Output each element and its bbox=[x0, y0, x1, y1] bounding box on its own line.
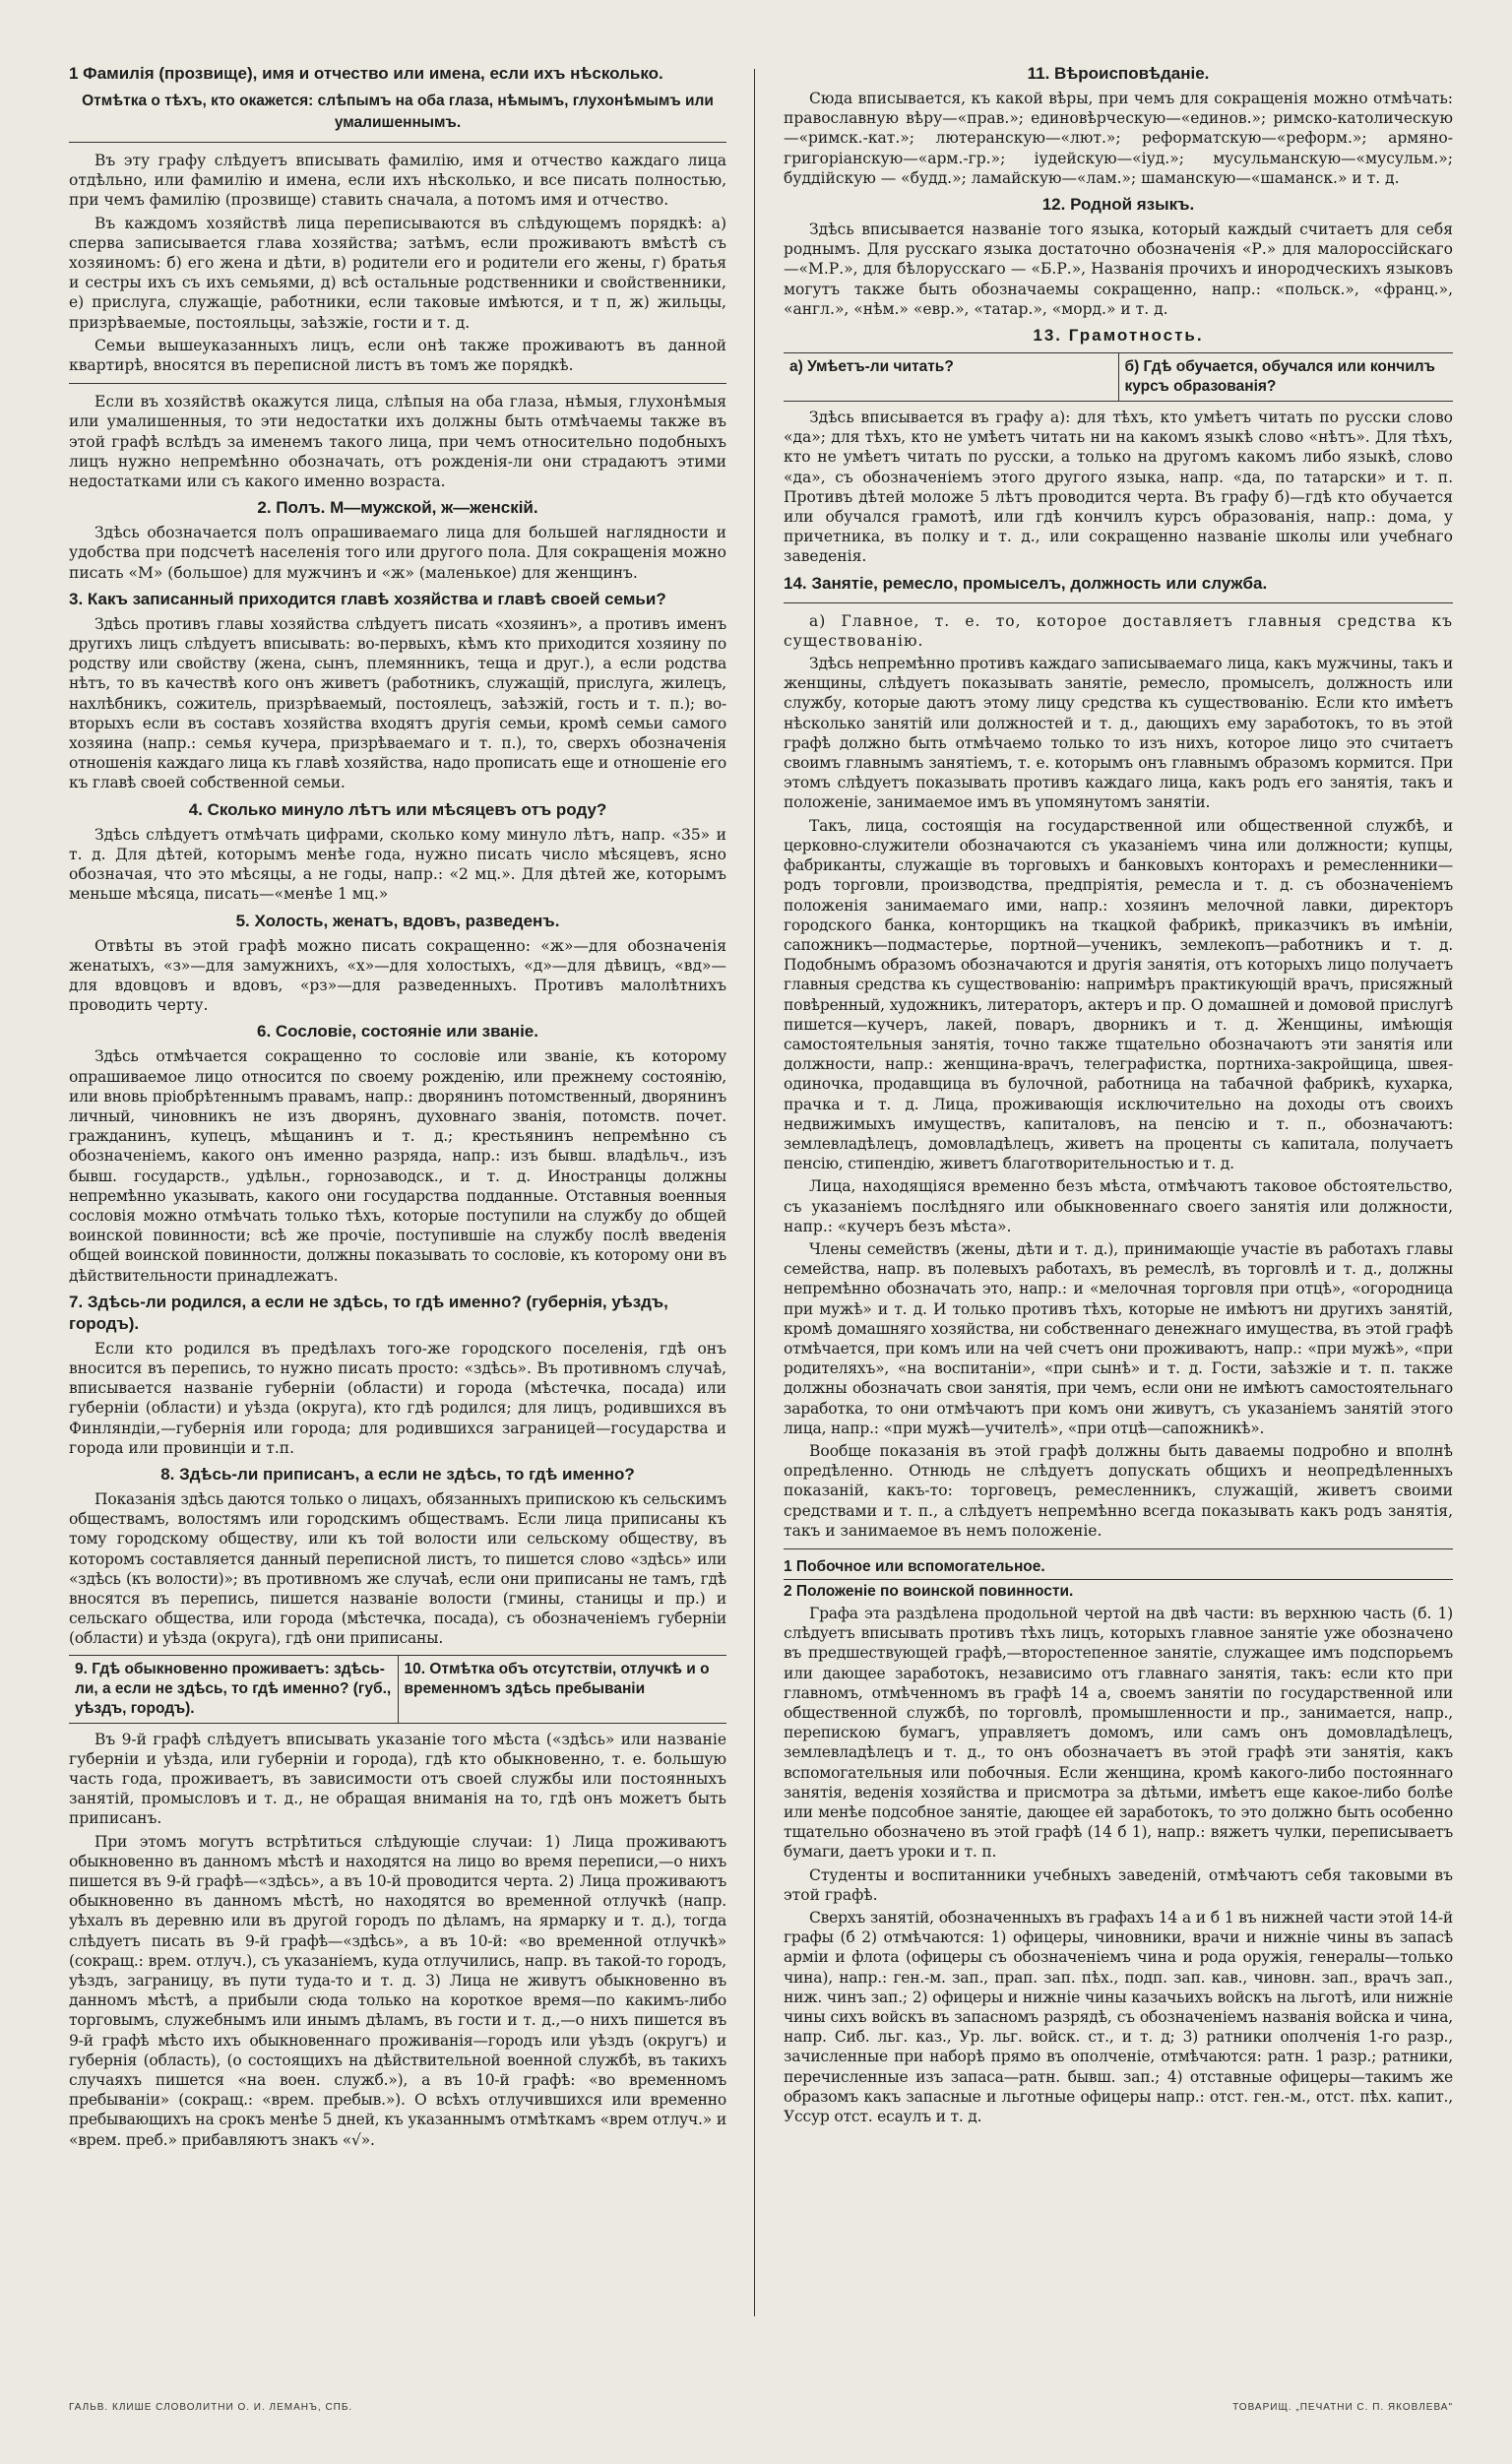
paragraph: Здѣсь противъ главы хозяйства слѣдуетъ писать «хозяинъ», а противъ именъ другихъ лицъ слѣдуетъ вписывать: во-первыхъ, кѣмъ кто приходится хозяину по родству или свойству (жена, сынъ, племянникъ, теща и друг.), а если родства нѣтъ, то въ качествѣ кого онъ живетъ (работникъ, служащій, прислуга, жилецъ, нахлѣбникъ, сожитель, призрѣваемый, постоялецъ, заѣзжій, гость и т. п.); во-вторыхъ если въ составъ хозяйства входятъ другія семьи, кромѣ семьи самого хозяина (напр.: семья кучера, призрѣваемаго и т. п.), то, сверхъ обозначенія отношенія каждаго лица къ главѣ хозяйства, надо прописать еще и отношеніе его къ главѣ своей собственной семьи. bbox=[69, 614, 726, 792]
paragraph: Члены семействъ (жены, дѣти и т. д.), принимающіе участіе въ работахъ главы семейства, напр. въ полевыхъ работахъ, въ ремеслѣ, въ торговлѣ и т. д., должны непремѣнно обозначать это, напр.: и «мелочная торговля при отцѣ», «огородница при мужѣ» и т. д. И только противъ тѣхъ, которые не имѣютъ ни другихъ занятій, кромѣ домашняго хозяйства, ни собственнаго денежнаго имущества, въ этой графѣ отмѣчается, при комъ или на чей счетъ они проживаютъ, напр.: «при мужѣ», «при родителяхъ», «на воспитаніи», «при сынѣ» и т. д. Гости, заѣзжіе и т. п. также должны обозначать свои занятія, при чемъ, если они не имѣютъ самостоятельнаго заработка, то они отмѣчаютъ при комъ они живутъ, съ указаніемъ занятій этого лица, напр.: «при мужѣ—учителѣ», «при отцѣ—сапожникѣ». bbox=[784, 1239, 1453, 1437]
left-column bbox=[69, 57, 726, 2326]
paragraph: Лица, находящіяся временно безъ мѣста, отмѣчаютъ таковое обстоятельство, съ указаніемъ послѣдняго или обыкновеннаго своего занятія или должности, напр.: «кучеръ безъ мѣста». bbox=[784, 1177, 1453, 1235]
printer-credit-left: ГАЛЬВ. КЛИШЕ СЛОВОЛИТНИ О. И. ЛЕМАНЪ, СПБ. bbox=[69, 2402, 353, 2413]
paragraph: Если въ хозяйствѣ окажутся лица, слѣпыя на оба глаза, нѣмыя, глухонѣмыя или умалишенныя, то эти недостатки ихъ должны быть отмѣчаемы также въ этой графѣ вслѣдъ за именемъ такого лица, при чемъ относительно подобныхъ лицъ нужно непремѣнно обозначать, отъ рожденія-ли они страдаютъ этими недостатками или съ какого именно возраста. bbox=[69, 393, 726, 491]
section-14b1-label: 1 Побочное или вспомогательное. bbox=[784, 1558, 1045, 1575]
section-5-title: 5. Холость, женатъ, вдовъ, разведенъ. bbox=[235, 911, 560, 930]
paragraph: Студенты и воспитанники учебныхъ заведеній, отмѣчаютъ себя таковыми въ этой графѣ. bbox=[784, 1865, 1453, 1904]
paragraph: Въ каждомъ хозяйствѣ лица переписываются въ слѣдующемъ порядкѣ: а) сперва записывается глава хозяйства; затѣмъ, если проживаютъ вмѣстѣ съ хозяиномъ: б) его жена и дѣти, в) родители его и родители его жены, г) братья и сестры ихъ съ ихъ семьями, д) всѣ остальные родственники и свойственники, е) прислуга, служащіе, работники, если таковые имѣются, и т п, ж) жильцы, призрѣваемые, постояльцы, заѣзжіе, гости и т. д. bbox=[69, 214, 726, 332]
section-1-subtitle: Отмѣтка о тѣхъ, кто окажется: слѣпымъ на оба глаза, нѣмымъ, глухонѣмымъ или умалишеннымъ. bbox=[82, 93, 714, 131]
section-13-title: 13. Грамотность. bbox=[1033, 326, 1204, 346]
section-6-title: 6. Сословіе, состояніе или званіе. bbox=[257, 1022, 538, 1042]
section-7-title: 7. Здѣсь-ли родился, а если не здѣсь, то гдѣ именно? (губернія, уѣздъ, городъ). bbox=[69, 1292, 668, 1333]
divider bbox=[69, 383, 726, 384]
paragraph: Здѣсь обозначается полъ опрашиваемаго лица для большей наглядности и удобства при подсчетѣ населенія того или другого пола. Для сокращенія можно писать «М» (большое) для мужчинъ и «ж» (маленькое) для женщинъ. bbox=[69, 524, 726, 582]
paragraph: Здѣсь слѣдуетъ отмѣчать цифрами, сколько кому минуло лѣтъ, напр. «35» и т. д. Для дѣтей, которымъ менѣе года, нужно писать число мѣсяцевъ, ясно обозначая, что это мѣсяцы, а не годы, напр.: «2 мц.». Для дѣтей же, которымъ меньше мѣсяца, писать—«менѣе 1 мц.» bbox=[69, 825, 726, 904]
section-12-title: 12. Родной языкъ. bbox=[1041, 195, 1195, 215]
column-divider bbox=[754, 69, 755, 2316]
section-13b-label: б) Гдѣ обучается, обучался или кончилъ курсъ образованія? bbox=[1118, 353, 1454, 401]
section-4-title: 4. Сколько минуло лѣтъ или мѣсяцевъ отъ роду? bbox=[188, 799, 607, 819]
section-2-title: 2. Полъ. М—мужской, ж—женскій. bbox=[257, 498, 538, 518]
paragraph: Семьи вышеуказанныхъ лицъ, если онѣ также проживаютъ въ данной квартирѣ, вносятся въ переписной листъ въ томъ же порядкѣ. bbox=[69, 336, 726, 375]
right-column bbox=[784, 57, 1453, 2326]
paragraph: Такъ, лица, состоящія на государственной или общественной службѣ, и церковно-служители обозначаются съ указаніемъ чина или должности; купцы, фабриканты, служащіе въ торговыхъ и банковыхъ конторахъ и ремесленники—родъ торговли, производства, предпріятія, ремесла и т. д. съ обозначеніемъ положенія занимаемаго ими, напр.: хозяинъ мелочной лавки, директоръ городского банка, конторщикъ на ткацкой фабрикѣ, приказчикъ въ имѣніи, сапожникъ—подмастерье, портной—ученикъ, землекопъ—работникъ и т. д. Подобнымъ образомъ обозначаются и другія занятія, отъ которыхъ лицо получаетъ главныя средства къ существованію: напримѣръ практикующій врачъ, присяжный повѣренный, художникъ, литераторъ, актеръ и пр. О домашней и домовой прислугѣ пишется—кучеръ, лакей, поваръ, дворникъ и т. д. Женщины, имѣющія самостоятельныя занятія, точно также тщательно обозначаютъ эти занятія или должности, напр.: женщина-врачъ, телеграфистка, портниха-закройщица, швея-одиночка, продавщица въ булочной, работница на табачной фабрикѣ, кухарка, прачка и т. д. Лица, проживающія исключительно на доходы отъ своихъ недвижимыхъ имуществъ, капиталовъ, на пенсію и т. п., обозначаютъ: землевладѣлецъ, домовладѣлецъ, живетъ на проценты съ капитала, получаетъ пенсію, стипендію, живетъ благотворительностью и т. д. bbox=[784, 816, 1453, 1173]
paragraph: Въ 9-й графѣ слѣдуетъ вписывать указаніе того мѣста («здѣсь» или названіе губерніи и уѣзда, или губерніи и города), гдѣ кто обыкновенно, т. е. большую часть года, проживаетъ, въ зависимости отъ своей службы или постоянныхъ занятій, промысловъ и т. д., не обращая вниманія на то, гдѣ онъ можетъ быть приписанъ. bbox=[69, 1730, 726, 1828]
divider bbox=[784, 602, 1453, 603]
section-3-title: 3. Какъ записанный приходится главѣ хозяйства и главѣ своей семьи? bbox=[69, 589, 666, 608]
paragraph: Въ эту графу слѣдуетъ вписывать фамилію, имя и отчество каждаго лица отдѣльно, или фамилію и имена, если ихъ нѣсколько, и все писать полностью, при чемъ фамилію (прозвище) ставить сначала, а потомъ имя и отчество. bbox=[69, 152, 726, 210]
section-13-columns bbox=[784, 352, 1453, 402]
divider bbox=[784, 1548, 1453, 1549]
section-11-title: 11. Вѣроисповѣданіе. bbox=[1027, 64, 1210, 83]
paragraph: Графа эта раздѣлена продольной чертой на двѣ части: въ верхнюю часть (б. 1) слѣдуетъ вписывать противъ тѣхъ лицъ, которыхъ главное занятіе уже обозначено въ предшествующей графѣ,—второстепенное занятіе, служащее имъ подспорьемъ или дающее заработокъ, независимо отъ главнаго занятія, такъ: если кто при главномъ, отмѣченномъ въ графѣ 14 а, своемъ занятіи по государственной или общественной службѣ, по торговлѣ, промышленности и пр., занимается, напр., перепискою бумагъ, управляетъ домомъ, или самъ онъ домовладѣлецъ, землевладѣлецъ и т. д., то онъ обозначаетъ въ этой графѣ эти занятія, какъ вспомогательныя или побочныя. Если женщина, кромѣ какого-либо постояннаго занятія, веденія хозяйства и присмотра за дѣтьми, имѣетъ еще какое-либо болѣе или менѣе подсобное занятіе, дающее ей заработокъ, то это должно быть особенно тщательно обозначено въ этой графѣ (14 б 1), напр.: вяжетъ чулки, переписываетъ бумаги, даетъ уроки и т. п. bbox=[784, 1605, 1453, 1862]
section-9-10-header bbox=[69, 1655, 726, 1724]
paragraph: Здѣсь вписывается названіе того языка, который каждый считаетъ для себя роднымъ. Для русскаго языка достаточно обозначенія «Р.» для малороссійскаго—«М.Р.», для бѣлорусскаго — «Б.Р.», Названія прочихъ и инородческихъ языковъ могутъ также быть обозначаемы сокращенно, напр.: «польск.», «франц.», «англ.», «нѣм.» «евр.», «татар.», «морд.» и т. д. bbox=[784, 221, 1453, 318]
paragraph: Здѣсь вписывается въ графу а): для тѣхъ, кто умѣетъ читать по русски слово «да»; для тѣхъ, кто не умѣетъ читать ни на какомъ языкѣ слово «нѣтъ». Для тѣхъ, кто не умѣетъ читать по русски, а только на другомъ какомъ либо языкѣ, слово «да», съ обозначеніемъ этого другого языка, напр. «да, по татарски» и т. п. Противъ дѣтей моложе 5 лѣтъ проводится черта. Въ графу б)—гдѣ кто обучается или обучался грамотѣ, или гдѣ кончилъ курсъ образованія, напр.: дома, у причетника, въ полку и т. д., или сокращенно названіе школы или учебнаго заведенія. bbox=[784, 409, 1453, 566]
section-14a-label: а) Главное, т. е. то, которое доставляетъ главныя средства къ существованію. bbox=[784, 611, 1453, 650]
divider bbox=[69, 142, 726, 143]
paragraph: Здѣсь непремѣнно противъ каждаго записываемаго лица, какъ мужчины, такъ и женщины, слѣдуетъ показывать занятіе, ремесло, промыселъ, должность или службу, которые даютъ этому лицу средства къ существованію. Если кто имѣетъ нѣсколько занятій или должностей и т. д., дающихъ ему заработокъ, то въ этой графѣ должно быть отмѣчаемо только то изъ нихъ, которое лицо это считаетъ своимъ главнымъ занятіемъ, т. е. которымъ онъ главнымъ образомъ кормится. При этомъ слѣдуетъ показывать противъ каждаго лица, какъ родъ его занятія, такъ и положеніе, занимаемое имъ въ упомянутомъ занятіи. bbox=[784, 655, 1453, 812]
paragraph: Вообще показанія въ этой графѣ должны быть даваемы подробно и вполнѣ опредѣленно. Отнюдь не слѣдуетъ допускать общихъ и неопредѣленныхъ показаній, какъ-то: торговецъ, ремесленникъ, служащій, живетъ своими средствами и т. п., а слѣдуетъ непремѣнно всегда показывать какъ родъ занятія, такъ и занимаемое въ немъ положеніе. bbox=[784, 1441, 1453, 1540]
section-13a-label: а) Умѣетъ-ли читать? bbox=[789, 358, 954, 376]
paragraph: Показанія здѣсь даются только о лицахъ, обязанныхъ припискою къ сельскимъ обществамъ, волостямъ или городскимъ обществамъ. Если лица приписаны къ тому городскому обществу, или къ той волости или сельскому обществу, въ которомъ составляется данный переписной листъ, то пишется слово «здѣсь» или «здѣсь (къ волости)»; въ противномъ же случаѣ, если они приписаны не тамъ, гдѣ вносятся въ перепись, пишется названіе волости (гмины, станицы и пр.) и сельскаго общества, или города (мѣстечка, посада), съ обозначеніемъ губерніи (области) и уѣзда (округа), гдѣ они приписаны. bbox=[69, 1489, 726, 1648]
paragraph: При этомъ могутъ встрѣтиться слѣдующіе случаи: 1) Лица проживаютъ обыкновенно въ данномъ мѣстѣ и находятся на лицо во время переписи,—о нихъ пишется въ 9-й графѣ—«здѣсь», а въ 10-й проводится черта. 2) Лица проживаютъ обыкновенно въ данномъ мѣстѣ, но находятся во временной отлучкѣ (напр. уѣхалъ въ деревню или въ другой городъ по дѣламъ, на ярмарку и т. д.), тогда слѣдуетъ писать въ 9-й графѣ—«здѣсь», а въ 10-й: «во временной отлучкѣ» (сокращ.: врем. отлуч.), съ указаніемъ, куда отлучились, напр. въ такой-то городъ, уѣздъ, заграницу, въ пути туда-то и т. д. 3) Лица не живутъ обыкновенно въ данномъ мѣстѣ, а прибыли сюда только на короткое время—по какимъ-либо торговымъ, служебнымъ или инымъ дѣламъ, въ гости и т. д.,—о нихъ пишется въ 9-й графѣ мѣсто ихъ обыкновеннаго проживанія—городъ или уѣздъ (округъ) и губернія (область), (о состоящихъ на дѣйствительной военной службѣ, въ такихъ случаяхъ пишется «на воен. служб.»), а въ 10-й графѣ: «во временномъ пребываніи» (сокращ.: «врем. пребыв.»). О всѣхъ отлучившихся или временно пребывающихъ на срокъ менѣе 5 дней, къ указаннымъ отмѣткамъ «врем отлуч.» и «врем. преб.» прибавляютъ знакъ «√». bbox=[69, 1832, 726, 2149]
paragraph: Сюда вписывается, къ какой вѣры, при чемъ для сокращенія можно отмѣчать: православную вѣру—«прав.»; единовѣрческую—«единов.»; римско-католическую—«римск.-кат.»; лютеранскую—«лют.»; реформатскую—«реформ.»; армяно-григоріанскую—«арм.-гр.»; іудейскую—«іуд.»; мусульманскую—«мусульм.»; буддійскую — «будд.»; ламайскую—«лам.»; шаманскую—«шаманск.» и т. д. bbox=[784, 90, 1453, 187]
section-1-title: 1 Фамилія (прозвище), имя и отчество или имена, если ихъ нѣсколько. bbox=[69, 64, 663, 83]
paragraph: Здѣсь отмѣчается сокращенно то сословіе или званіе, къ которому опрашиваемое лицо относится по своему рожденію, или прежнему состоянію, или вновь пріобрѣтеннымъ правамъ, напр.: дворянинъ потомственный, дворянинъ личный, чиновникъ не изъ дворянъ, духовнаго званія, потомств. почет. гражданинъ, купецъ, мѣщанинъ и т. д.; крестьянинъ непремѣнно съ обозначеніемъ, какого онъ именно разряда, напр.: изъ бывш. владѣльч., изъ бывш. государств., удѣльн., горнозаводск., и т. д. Иностранцы должны непремѣнно указывать, какого они государства подданные. Отставныя военныя сословія можно отмѣчать только тѣхъ, которые поступили на службу до общей воинской повинности; всѣ же прочіе, поступившіе на службу послѣ введенія общей воинской повинности, должны показывать то сословіе, къ которому они въ дѣйствительности принадлежатъ. bbox=[69, 1047, 726, 1285]
paragraph: Если кто родился въ предѣлахъ того-же городского поселенія, гдѣ онъ вносится въ перепись, то нужно писать просто: «здѣсь». Въ противномъ случаѣ, вписывается названіе губерніи (области) и города (мѣстечка, посада) или губерніи (области) и уѣзда (округа), кто гдѣ родился; для лицъ, родившихся въ Финляндіи,—губернія или города; для родившихся заграницей—государства и города или провинціи и т.п. bbox=[69, 1339, 726, 1457]
section-14-title: 14. Занятіе, ремесло, промыселъ, должность или служба. bbox=[784, 573, 1268, 593]
section-9-title: 9. Гдѣ обыкновенно проживаетъ: здѣсь-ли, а если не здѣсь, то гдѣ именно? (губ., уѣздъ, городъ). bbox=[75, 1660, 392, 1717]
paragraph: Отвѣты въ этой графѣ можно писать сокращенно: «ж»—для обозначенія женатыхъ, «з»—для замужнихъ, «х»—для холостыхъ, «д»—для дѣвицъ, «вд»—для вдовцовъ и вдовъ, «рз»—для разведенныхъ. Противъ малолѣтнихъ проводить черту. bbox=[69, 936, 726, 1015]
section-10-title: 10. Отмѣтка объ отсутствіи, отлучкѣ и о временномъ здѣсь пребываніи bbox=[398, 1656, 727, 1723]
printer-credit-right: ТОВАРИЩ. „ПЕЧАТНИ С. П. ЯКОВЛЕВА" bbox=[1232, 2402, 1453, 2413]
section-14b2-label: 2 Положеніе по воинской повинности. bbox=[784, 1579, 1453, 1602]
paragraph: Сверхъ занятій, обозначенныхъ въ графахъ 14 а и б 1 въ нижней части этой 14-й графы (б 2) отмѣчаются: 1) офицеры, чиновники, врачи и нижніе чины въ запасѣ арміи и флота (офицеры съ обозначеніемъ чина и рода оружія, генералы—только чина), напр.: ген.-м. зап., прап. зап. пѣх., подп. зап. кав., чиновн. зап., врачъ зап., ниж. чинъ зап.; 2) офицеры и нижніе чины казачьихъ войскъ на льготѣ, или нижніе чины сихъ войскъ въ запасномъ разрядѣ, съ обозначеніемъ названія войска и чина, напр. Сиб. льг. каз., Ур. льг. войск. ст., и т. д; 3) ратники ополченія 1-го разр., зачисленные при наборѣ прямо въ ополченіе, отмѣчаются: ратн. 1 разр.; ратники, перечисленные изъ запаса—ратн. бывш. зап.; 4) отставные офицеры—такимъ же образомъ какъ запасные и льготные офицеры напр.: отст. ген.-м., отст. пѣх. капит., Уссур отст. есаулъ и т. д. bbox=[784, 1909, 1453, 2126]
section-8-title: 8. Здѣсь-ли приписанъ, а если не здѣсь, то гдѣ именно? bbox=[160, 1464, 635, 1484]
